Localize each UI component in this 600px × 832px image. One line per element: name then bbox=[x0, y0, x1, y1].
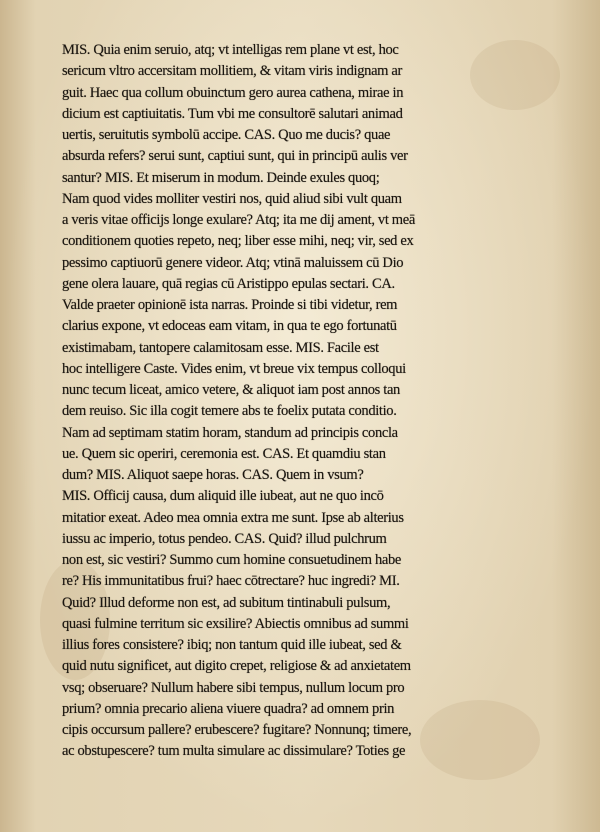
text-line: nunc tecum liceat, amico vetere, & aliquot iam post annos tan bbox=[62, 382, 400, 398]
text-line: prium? omnia precario aliena viuere quadra? ad omnem prin bbox=[62, 700, 395, 717]
text-line: cipis occursum pallere? erubescere? fugitare? Nonnunq; timere, bbox=[62, 722, 412, 738]
text-line: santur? MIS. Et miserum in modum. Deinde exules quoq; bbox=[62, 169, 380, 186]
text-line: quid nutu significet, aut digito crepet, religiose & ad anxietatem bbox=[62, 658, 411, 675]
text-line: illius fores consistere? ibiq; non tantum quid ille iubeat, sed & bbox=[62, 637, 402, 653]
text-line: existimabam, tantopere calamitosam esse. MIS. Facile est bbox=[62, 339, 379, 356]
text-line: dum? MIS. Aliquot saepe horas. CAS. Quem in vsum? bbox=[62, 467, 364, 483]
page-text bbox=[62, 40, 532, 763]
text-line: conditionem quoties repeto, neq; liber esse mihi, neq; vir, sed ex bbox=[62, 233, 414, 250]
text-line: MIS. Officij causa, dum aliquid ille iubeat, aut ne quo incō bbox=[62, 488, 384, 505]
text-line: MIS. Quia enim seruio, atq; vt intelligas rem plane vt est, hoc bbox=[62, 42, 399, 58]
text-line: uertis, seruitutis symbolū accipe. CAS. Quo me ducis? quae bbox=[62, 127, 391, 143]
text-line: sericum vltro accersitam mollitiem, & vitam viris indignam ar bbox=[62, 63, 403, 80]
text-line: quasi fulmine territum sic exsilire? Abiectis omnibus ad summi bbox=[62, 615, 409, 632]
text-line: vsq; obseruare? Nullum habere sibi tempus, nullum locum pro bbox=[62, 679, 405, 696]
text-line: pessimo captiuorū genere videor. Atq; vtinā maluissem cū Dio bbox=[62, 254, 404, 271]
text-line: hoc intelligere Caste. Vides enim, vt breue vix tempus colloqui bbox=[62, 360, 406, 377]
text-line: Quid? Illud deforme non est, ad subitum tintinabuli pulsum, bbox=[62, 594, 391, 611]
text-line: gene olera lauare, quā regias cū Aristippo epulas sectari. CA. bbox=[62, 275, 395, 292]
text-line: dem reuiso. Sic illa cogit temere abs te foelix putata conditio. bbox=[62, 403, 397, 420]
text-line: dicium est captiuitatis. Tum vbi me consultorē salutari animad bbox=[62, 105, 403, 122]
text-line: guit. Haec qua collum obuinctum gero aurea cathena, mirae in bbox=[62, 84, 404, 101]
text-line: ue. Quem sic operiri, ceremonia est. CAS. Et quamdiu stan bbox=[62, 445, 386, 462]
text-line: re? His immunitatibus frui? haec cōtrectare? huc ingredi? MI. bbox=[62, 573, 400, 590]
text-line: iussu ac imperio, totus pendeo. CAS. Quid? illud pulchrum bbox=[62, 530, 387, 547]
text-line: absurda refers? serui sunt, captiui sunt, qui in principū aulis ver bbox=[62, 148, 408, 165]
text-line: Nam quod vides molliter vestiri nos, quid aliud sibi vult quam bbox=[62, 190, 402, 207]
text-line: clarius expone, vt edoceas eam vitam, in qua te ego fortunatū bbox=[62, 318, 397, 335]
text-line: Nam ad septimam statim horam, standum ad principis concla bbox=[62, 424, 398, 441]
text-line: ac obstupescere? tum multa simulare ac dissimulare? Toties ge bbox=[62, 743, 406, 760]
text-line: mitatior exeat. Adeo mea omnia extra me sunt. Ipse ab alterius bbox=[62, 509, 404, 526]
text-line: a veris vitae officijs longe exulare? Atq; ita me dij ament, vt meā bbox=[62, 212, 415, 228]
text-line: non est, sic vestiri? Summo cum homine consuetudinem habe bbox=[62, 552, 402, 568]
text-line: Valde praeter opinionē ista narras. Proinde si tibi videtur, rem bbox=[62, 297, 398, 313]
